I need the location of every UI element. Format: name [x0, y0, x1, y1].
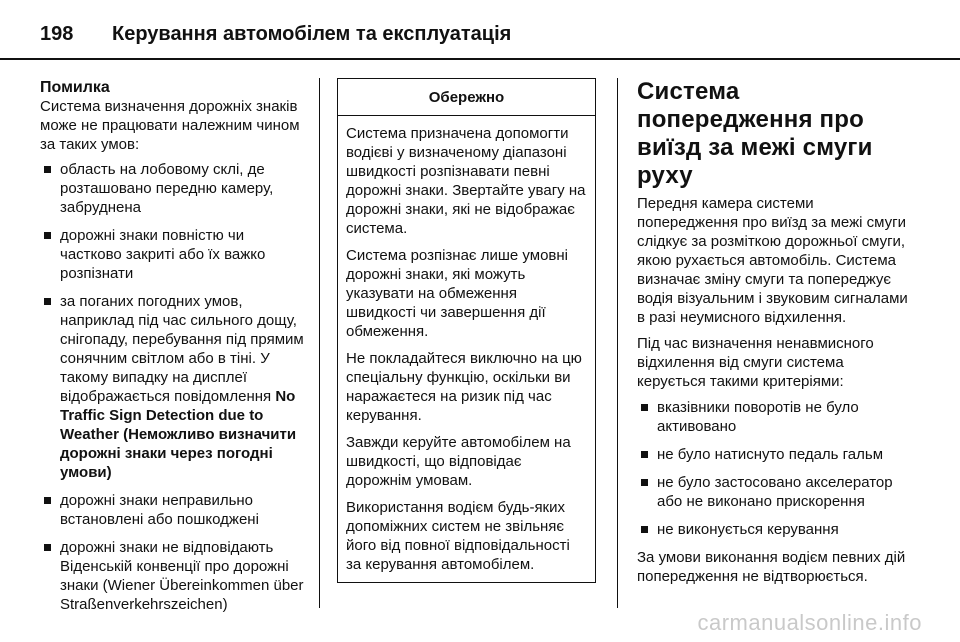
list-item: дорожні знаки повністю чи частково закриті або їх важко розпізнати: [40, 226, 308, 283]
criteria-list: [637, 398, 912, 539]
right-column: [637, 78, 912, 593]
page-title: Керування автомобілем та експлуатація: [112, 22, 512, 45]
message-text: No Traffic Sign Detection due to Weather (Неможливо визначити дорожні знаки через погодні умови): [60, 388, 297, 481]
left-column: [40, 78, 308, 623]
page-header: [40, 14, 511, 54]
criteria-intro: Під час визначення ненавмисного відхилення від смуги система керується такими критеріями:: [637, 335, 874, 390]
closing-paragraph: За умови виконання водієм певних дій попередження не відтворюється.: [637, 549, 906, 585]
column-divider: [617, 78, 618, 608]
subheading-error: Помилка: [40, 79, 110, 96]
list-item: за поганих погодних умов, наприклад під час сильного дощу, снігопаду, перебування під прямим сонячним світлом або в тіні. У такому випадку на дисплеї відображається повідомлення No Traffic Sign Detection due to Weather (Неможливо визначити дорожні знаки через погодні умови): [40, 292, 308, 482]
warning-paragraph: Система розпізнає лише умовні дорожні знаки, які можуть указувати на обмеження швидкості чи завершення дії обмеження.: [346, 247, 568, 340]
list-item: не було натиснуто педаль гальм: [637, 445, 912, 464]
section-title: Система попередження про виїзд за межі смуги руху: [637, 78, 873, 189]
warning-box: [337, 78, 596, 583]
warning-paragraph: Завжди керуйте автомобілем на швидкості, що відповідає дорожнім умовам.: [346, 434, 571, 489]
list-item: вказівники поворотів не було активовано: [637, 398, 912, 436]
header-rule: [0, 58, 960, 60]
warning-body: [338, 116, 595, 582]
intro-paragraph: Система визначення дорожніх знаків може не працювати належним чином за таких умов:: [40, 98, 300, 153]
list-item: не було застосовано акселератор або не виконано прискорення: [637, 473, 912, 511]
list-item: дорожні знаки неправильно встановлені або пошкоджені: [40, 491, 308, 529]
warning-title: Обережно: [338, 79, 595, 116]
list-item: область на лобовому склі, де розташовано передню камеру, забруднена: [40, 160, 308, 217]
warning-paragraph: Використання водієм будь-яких допоміжних систем не звільняє його від повної відповідальності за керування автомобілем.: [346, 499, 570, 573]
page-number: 198: [40, 22, 74, 45]
warning-paragraph: Не покладайтеся виключно на цю спеціальну функцію, оскільки ви наражаєтеся на ризик під час керування.: [346, 350, 582, 424]
conditions-list: [40, 160, 308, 614]
description-paragraph: Передня камера системи попередження про виїзд за межі смуги слідкує за розміткою дорожньої смуги, якою рухається автомобіль. Система визначає зміну смуги та попереджує водія візуальним і звуковим сигналами в разі неумисного відхилення.: [637, 195, 908, 326]
list-item: дорожні знаки не відповідають Віденській конвенції про дорожні знаки (Wiener Übereinkommen über Straßenverkehrszeichen): [40, 538, 308, 614]
list-item: не виконується керування: [637, 520, 912, 539]
warning-paragraph: Система призначена допомогти водієві у визначеному діапазоні швидкості розпізнавати певні дорожні знаки. Звертайте увагу на дорожні знаки, які не відображає система.: [346, 125, 586, 237]
watermark: carmanualsonline.info: [697, 610, 922, 635]
column-divider: [319, 78, 320, 608]
